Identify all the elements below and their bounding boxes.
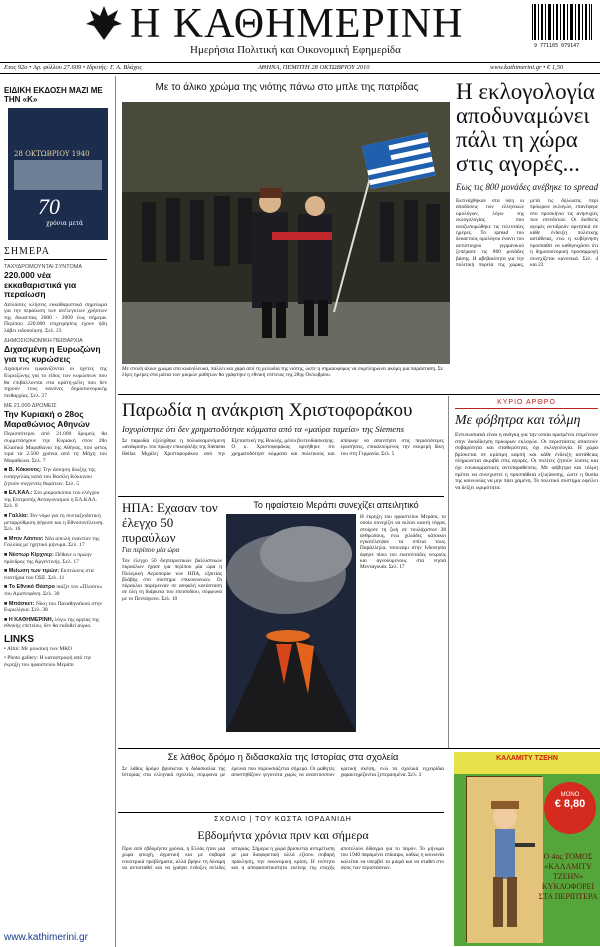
brief-section: ΔΗΜΟΣΙΟΝΟΜΙΚΗ ΠΕΙΘΑΡΧΙΑ [4, 338, 83, 345]
barcode [530, 2, 594, 42]
bullet-item[interactable]: ■ Μπάσκετ: Νίκη του Παναθηναϊκού στην Ευρωλίγκα. Σελ. 38 [4, 600, 102, 614]
section-divider [118, 394, 600, 395]
bullet-item[interactable]: ■ Νέστωρ Κίρχνερ: Πέθανε ο πρώην πρόεδρος της Αργεντινής. Σελ. 17 [4, 551, 92, 565]
main-area [118, 76, 600, 947]
missiles-headline[interactable]: ΗΠΑ: Εχασαν τον έλεγχο 50 πυραύλων [122, 500, 218, 545]
ad-volume-text: Ο 4ος ΤΟΜΟΣ «ΚΑΛΑΜΙΤΥ ΤΖΕΗΝ» ΚΥΚΛΟΦΟΡΕΙ ΣΤΑ ΠΕΡΙΠΤΕΡΑ [538, 852, 598, 901]
special-edition-promo: ΕΙΔΙΚΗ ΕΚΔΟΣΗ ΜΑΖΙ ΜΕ ΤΗΝ «Κ» [4, 86, 103, 104]
bullet-item[interactable]: ■ Η ΚΑΘΗΜΕΡΙΝΗ, λόγω της αργίας της εθνικής επετείου, δεν θα εκδοθεί αύριο. [4, 616, 100, 630]
commentary-text: Πριν από εβδομήντα χρόνια, η Ελλάς ήταν μια χώρα φτωχή, αγροτική και με σοβαρά εσωτερικά προβλήματα, αλλά βρήκε τη δύναμη να αντισταθεί και να γράψει ένδοξες σελίδες ιστορίας. Σήμερα η χώρα βρίσκεται αντιμέτωπη με μια διαφορετική αλλά εξίσου σοβαρή πρόκληση, την οικονομική κρίση. Η ενότητα και η αποφασιστικότητα εκείνης της εποχής αποτελούν δίδαγμα για το παρόν. Το μήνυμα του 1940 παραμένει επίκαιρο, καθώς η κοινωνία καλείται να υπερβεί τα μικρά και να σταθεί στο ύψος των περιστάσεων. [122, 846, 444, 871]
section-divider [118, 748, 600, 749]
price-badge [544, 782, 596, 834]
lead-article-text: Εκτινάχθηκαν στα ύψη οι αποδόσεις των ελληνικών ομολόγων, λόγω της εκλογολογίας που αναζωπυρώθηκε τις τελευταίες ημέρες. Το spread του δεκαετούς ομολόγου έναντι του αντίστοιχου γερμανικού ξεπέρασε τις 800 μονάδες βάσης. Η αβεβαιότητα για την πολιτική πορεία της χώρας, μετά τις δηλώσεις περί πρόωρων εκλογών, επανέφερε στο προσκήνιο τις ανησυχίες των επενδυτών. Οι διεθνείς αγορές αντιδρούν αρνητικά σε κάθε ένδειξη πολιτικής αστάθειας, ενώ η κυβέρνηση προσπαθεί να καθησυχάσει ότι η δημοσιονομική προσαρμογή συνεχίζεται κανονικά. Σελ. 4 και 23 [456, 198, 598, 269]
editorial-title[interactable]: Με φόβητρα και τόλμη [455, 413, 581, 428]
bullet-item[interactable]: ■ Το Εθνικό Θέατρο παίζει τον «Πλούτο» του Αριστοφάνη. Σελ. 30 [4, 584, 103, 597]
brief-text: Διπλάσιες κλήσεις εκκαθαριστικά σημείωμα για την περαίωση των ανέλεγκτων χρήσεων της δεκαετίας 2000 - 2009 έως σήμερα. Περίπου 220.000 επιχειρήσεις έχουν ήδη λάβει ειδοποίηση. Σελ. 23 [4, 301, 107, 334]
lead-headline[interactable]: Η εκλογολογία αποδυναμώνει πάλι τη χώρα στις αγορές... [456, 79, 595, 176]
newspaper-subtitle: Ημερήσια Πολιτική και Οικονομική Εφημερίδα [190, 44, 401, 56]
link-item[interactable]: • Altin: Με μουσική των ΜΚΟ [4, 645, 72, 652]
bullet-item[interactable]: ■ Γαλλία: Τον νόμο για τη συνταξιοδοτική μεταρρύθμιση ψήφισε και η Εθνοσυνέλευση. Σελ. 16 [4, 512, 104, 533]
editorial-text: Εντυπωσιακά είναι η ανάγκη για την οποία ορισμένοι επιμένουν στην διεκδίκηση πρόωρων εκλογών. Οι περιστάσεις απαιτούν σοβαρότητα και σταθερότητα, όχι εκλογολογία. Η χώρα βρίσκεται σε κρίσιμη καμπή και κάθε ένδειξη αστάθειας πληρώνεται ακριβά στις αγορές. Οι πολίτες ζητούν λύσεις και όχι εσωκομματικές αντιπαραθέσεις. Με φόβητρα και τόλμη πρέπει να συνεχιστεί η προσπάθεια εξυγίανσης, ώστε η θυσία της κοινωνίας να μην πάει χαμένη. Το πολιτικό σύστημα οφείλει να δείξει ωριμότητα. [455, 432, 598, 491]
brief-section: ΤΑΧΥΔΡΟΜΟΥΝΤΑΙ ΣΥΝΤΟΜΑ [4, 264, 82, 270]
issue-info-left: Ετος 92ο • Αρ. φύλλου 27.609 • Ιδρυτής: Γ. Α. Βλάχος [4, 64, 143, 71]
book-subtitle: χρόνια μετά [46, 220, 84, 227]
masthead [0, 0, 600, 62]
issue-date: ΑΘΗΝΑ, ΠΕΜΠΤΗ 28 ΟΚΤΩΒΡΙΟΥ 2010 [258, 64, 370, 71]
bullet-item[interactable]: ■ Β. Κόκκινος: Την άσκηση δίωξης της εισαγγελίας κατά του Βασίλη Κόκκινου ζητούν συγγενείς θυμάτων. Σελ. 5 [4, 467, 96, 487]
bullet-item[interactable]: ■ Μπιν Λάντεν: Νέα απειλή εναντίον της Γαλλίας με ηχητικό μήνυμα. Σελ. 17 [4, 535, 100, 549]
website-link[interactable]: www.kathimerini.gr [4, 932, 88, 943]
issue-price: www.kathimerini.gr • € 1,50 [490, 64, 564, 71]
brief-text: Περισσότεροι από 21.000 δρομείς θα συμμετάσχουν την Κυριακή στον 28ο Κλασικό Μαραθώνιο της Αθήνας, που φέτος τιμά τα 2.500 χρόνια από τη Μάχη του Μαραθώνα. Σελ. 7 [4, 431, 107, 464]
newspaper-title: Η ΚΑΘΗΜΕΡΙΝΗ [130, 1, 464, 47]
siemens-headline[interactable]: Παρωδία η ανάκριση Χριστοφοράκου [122, 400, 413, 421]
issue-info-bar [0, 62, 600, 74]
missiles-article-text: Τον έλεγχο 50 διηπειρωτικών βαλλιστικών πυραύλων έχασε για περίπου μία ώρα η Πολεμική Αεροπορία των ΗΠΑ, εξαιτίας βλάβης στο σύστημα επικοινωνιών. Οι πύραυλοι παρέμειναν σε ασφαλή κατάσταση σε όλη τη διάρκεια του επεισοδίου, σύμφωνα με το Πεντάγωνο. Σελ. 10 [122, 558, 222, 602]
volcano-photo-title: Το ηφαίστειο Μεράπι συνεχίζει απειλητικό [253, 500, 419, 510]
editorial-column [448, 396, 598, 748]
history-headline[interactable]: Σε λάθος δρόμο η διδασκαλία της Ιστορίας στα σχολεία [167, 752, 399, 763]
missiles-subheadline: Για περίπου μία ώρα [122, 546, 180, 554]
comic-cover-image [466, 776, 542, 942]
siemens-subheadline: Ισχυρίστηκε ότι δεν χρηματοδότησε κόμματα από τα «μαύρα ταμεία» της Siemens [122, 424, 405, 434]
left-column [0, 76, 116, 947]
book-number: 70 [38, 194, 60, 219]
bullet-item[interactable]: ■ ΕΛ.ΚΑΛ.: Στο μικροσκόπιο του ελέγχου της Επιτροπής Ανταγωνισμού η ΕΛ.ΚΑΛ. Σελ. 8 [4, 490, 100, 510]
book-title: 28 ΟΚΤΩΒΡΙΟΥ 1940 [14, 150, 90, 158]
section-divider [118, 812, 444, 813]
volcano-article-text: Η έκρηξη του ηφαιστείου Μεράπι, το οποίο συνεχίζει να εκλύει καυτή τέφρα, στοίχισε τη ζωή σε τουλάχιστον 28 ανθρώπους, ενώ χιλιάδες κάτοικοι εγκατέλειψαν τα σπίτια τους. Παράλληλα, τσουνάμι στην Ινδονησία άφησε πίσω του εκατοντάδες νεκρούς και αγνοούμενους στα νησιά Μενταγουάι. Σελ. 17 [360, 514, 446, 571]
brief-section: ΜΕ 21.000 ΔΡΟΜΕΙΣ [4, 403, 57, 410]
history-article-text: Σε λάθος δρόμο βρίσκεται η διδασκαλία της Ιστορίας στα ελληνικά σχολεία, σύμφωνα με έρευνα που παρουσιάζεται σήμερα. Οι μαθητές αποστηθίζουν γεγονότα χωρίς να αναπτύσσουν κριτική σκέψη, ενώ τα σχολικά εγχειρίδια χαρακτηρίζονται ξεπερασμένα. Σελ. 3 [122, 766, 444, 779]
ad-title: ΚΑΛΑΜΙΤΥ ΤΖΕΗΝ [496, 755, 558, 762]
volcano-photo[interactable] [226, 514, 356, 732]
cowgirl-illustration [467, 777, 543, 943]
price-badge-value: € 8,80 [554, 798, 586, 810]
comic-advertisement[interactable] [454, 752, 600, 946]
commentary-label: ΣΧΟΛΙΟ | ΤΟΥ ΚΩΣΤΑ ΙΟΡΔΑΝΙΔΗ [214, 816, 352, 823]
today-section-title: ΣΗΜΕΡΑ [4, 246, 107, 260]
commentary-title[interactable]: Εβδομήντα χρόνια πριν και σήμερα [197, 828, 369, 842]
links-title: LINKS [4, 633, 34, 645]
bullet-item[interactable]: ■ Μείωση των τιμών: Εκπτώσεις στα εισιτήρια του ΟΣΕ. Σελ. 11 [4, 568, 94, 581]
main-photo-title: Με το άλικο χρώμα της νιότης πάνω στο μπλε της πατρίδας [155, 82, 419, 93]
volcano-illustration [226, 514, 356, 732]
main-photo-caption: Με στολή άλικο χρώμα στα κυανόλευκα, πάλλει και χαρά από τη μελωδία της νιότης, ώστε η σημαιοφόρος να συμπληρώνει ακόμη μια παράσταση. Σε λίγες ημέρες στα μάτια των μικρών μαθητών θα γράφτηκε η εθνική επέτειος της 28ης Οκτωβρίου. [122, 366, 444, 379]
siemens-article-text: Σε παρωδία εξελίχθηκε η πολυαναμενόμενη «ανάκριση» του πρώην επικεφαλής της Siemens Hellas Μιχάλη Χριστοφοράκου από την Εξεταστική της Βουλής, μέσω βιντεοδιάσκεψης. Ο κ. Χριστοφοράκος αρνήθηκε ότι χρηματοδότησε κόμματα και πολιτικούς και απέφυγε να απαντήσει στις περισσότερες ερωτήσεις, επικαλούμενος την εκκρεμή δίκη του στη Γερμανία. Σελ. 5 [122, 438, 444, 457]
special-edition-cover[interactable] [8, 108, 108, 240]
brief-headline[interactable]: Την Κυριακή ο 28ος Μαραθώνιος Αθηνών [4, 409, 90, 429]
link-item[interactable]: • Photo gallery: Η καταστροφή από την έκρηξη του ηφαιστείου Μεράπι [4, 655, 92, 669]
phoenix-emblem-icon [82, 4, 126, 42]
brief-text: Διχασμένοι εμφανίζονται οι ηγέτες της Ευρωζώνης για το είδος των κυρώσεων που θα επιβάλλονται στα κράτη-μέλη που δεν τηρούν τους κανόνες δημοσιονομικής πειθαρχίας. Σελ. 27 [4, 366, 107, 399]
section-divider [118, 496, 444, 497]
parade-illustration [122, 102, 450, 364]
editorial-label: ΚΥΡΙΟ ΑΡΘΡΟ [455, 396, 598, 409]
barcode-number: 9 771105 079147 [534, 43, 580, 49]
brief-headline[interactable]: 220.000 νέα εκκαθαριστικά για περαίωση [4, 270, 77, 299]
parade-photo[interactable] [122, 102, 450, 364]
lead-subheadline: Εως τις 800 μονάδες ανέβηκε το spread [456, 182, 598, 192]
price-badge-label: ΜΟΝΟ [560, 792, 580, 798]
brief-headline[interactable]: Διχασμένη η Ευρωζώνη για τις κυρώσεις [4, 344, 101, 364]
book-cover-photo [14, 160, 102, 190]
